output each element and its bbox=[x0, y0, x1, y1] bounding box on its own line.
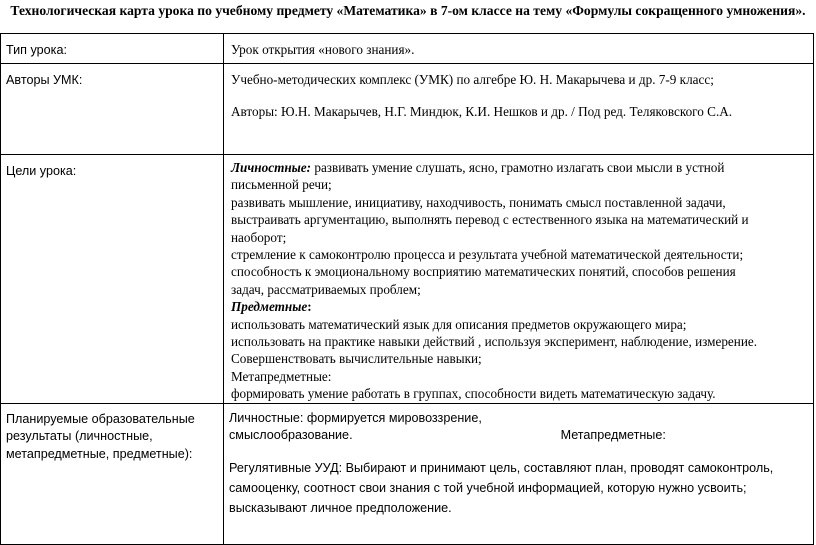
results-value-cell bbox=[224, 403, 814, 544]
personal-text-1: развивать умение слушать, ясно, грамотно излагать свои мысли в устной bbox=[311, 160, 725, 175]
goal-line-5: наоборот; bbox=[231, 229, 287, 245]
authors-value-cell bbox=[224, 64, 814, 155]
type-label: Тип урока: bbox=[6, 43, 67, 57]
goal-line-4: выстраивать аргументацию, выполнять перевод с естественного языка на математический и bbox=[231, 212, 749, 228]
goal-line-6: стремление к самоконтролю процесса и результата учебной математической деятельности; bbox=[231, 247, 744, 263]
goal-line-12: Совершенствовать вычислительные навыки; bbox=[231, 351, 482, 367]
goal-line-11: использовать на практике навыки действий , используя эксперимент, наблюдение, измерение. bbox=[231, 334, 758, 350]
results-reg-1: Регулятивные УУД: Выбирают и принимают цель, составляют план, проводят самоконтроль, bbox=[229, 460, 774, 475]
lesson-card-table bbox=[0, 33, 814, 545]
authors-line-2: Авторы: Ю.Н. Макарычев, Н.Г. Миндюк, К.И. Нешков и др. / Под ред. Теляковского С.А. bbox=[231, 104, 733, 120]
goal-line-7: способность к эмоциональному восприятию математических понятий, способов решения bbox=[231, 264, 736, 280]
personal-text-2: письменной речи; bbox=[231, 177, 332, 193]
results-personal-text: формируется мировоззрение, bbox=[306, 410, 482, 425]
type-label-cell bbox=[1, 34, 224, 64]
authors-line-1: Учебно-методических комплекс (УМК) по алгебре Ю. Н. Макарычева и др. 7-9 класс; bbox=[231, 72, 714, 87]
goals-label: Цели урока: bbox=[6, 164, 77, 178]
table-row bbox=[1, 403, 814, 544]
authors-label-cell bbox=[1, 64, 224, 155]
authors-label: Авторы УМК: bbox=[6, 73, 83, 87]
subject-heading: Предметные bbox=[231, 299, 308, 315]
results-personal-prefix: Личностные: bbox=[229, 410, 307, 425]
type-value: Урок открытия «нового знания». bbox=[231, 42, 415, 57]
results-label-cell bbox=[1, 403, 224, 544]
goal-line-8: задач, рассматриваемых проблем; bbox=[231, 281, 421, 297]
goals-value-cell bbox=[224, 155, 814, 404]
results-sense: смыслообразование. bbox=[229, 428, 353, 443]
results-meta-heading: Метапредметные: bbox=[560, 428, 666, 443]
table-row bbox=[1, 64, 814, 155]
results-reg-3: высказывают личное предположение. bbox=[229, 500, 452, 515]
type-value-cell bbox=[224, 34, 814, 64]
results-label-3: метапредметные, предметные): bbox=[6, 446, 193, 461]
table-row bbox=[1, 155, 814, 404]
table-row bbox=[1, 34, 814, 64]
results-label-2: результаты (личностные, bbox=[6, 429, 153, 444]
document-title: Технологическая карта урока по учебному предмету «Математика» в 7-ом классе на тему «Формулы сокращенного умножения». bbox=[10, 3, 806, 18]
results-label-1: Планируемые образовательные bbox=[6, 411, 195, 426]
personal-heading: Личностные: bbox=[231, 160, 312, 175]
goal-line-13: Метапредметные: bbox=[231, 368, 332, 384]
goal-line-3: развивать мышление, инициативу, находчивость, понимать смысл поставленной задачи, bbox=[231, 194, 726, 210]
goal-line-14: формировать умение работать в группах, способности видеть математическую задачу. bbox=[231, 386, 716, 402]
results-reg-2: самооценку, соотност свои знания с той учебной информацией, которую нужно усвоить; bbox=[229, 480, 747, 495]
goal-line-10: использовать математический язык для описания предметов окружающего мира; bbox=[231, 316, 687, 332]
subject-colon: : bbox=[307, 299, 312, 315]
goals-label-cell bbox=[1, 155, 224, 404]
